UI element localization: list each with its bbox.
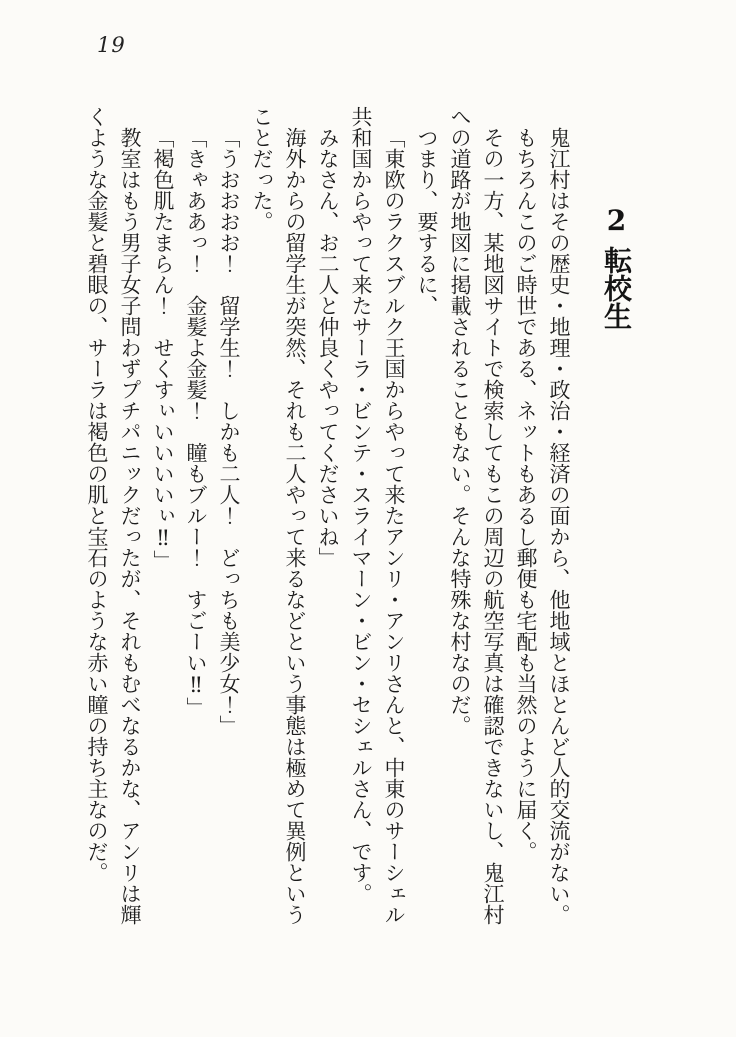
paragraph-10: 「褐色肌たまらん！ せくすぃいいいいぃ‼」 bbox=[151, 127, 175, 571]
paragraph-11: 教室はもう男子女子問わずプチパニックだったが、それもむべなるかな、アンリは輝くような金髪と碧眼の、サーラは褐色の肌と宝石のような赤い瞳の持ち主なのだ。 bbox=[85, 106, 142, 925]
chapter-number: 2 bbox=[600, 204, 633, 237]
chapter-title-text: 転校生 bbox=[600, 246, 633, 330]
paragraph-9: 「きゃああっ！ 金髪よ金髪！ 瞳もブルー！ すごーい‼」 bbox=[184, 127, 208, 718]
paragraph-7: 海外からの留学生が突然、それも二人やって来るなどという事態は極めて異例ということだった。 bbox=[250, 106, 307, 925]
paragraph-1: 鬼江村はその歴史・地理・政治・経済の面から、他地域とほとんど人的交流がない。 bbox=[547, 127, 571, 925]
paragraph-2: もちろんこのご時世である、ネットもあるし郵便も宅配も当然のように届く。 bbox=[514, 127, 538, 862]
paragraph-5: 「東欧のラクスブルク王国からやって来たアンリ・アンリさんと、中東のサーシェル共和国からやって来たサーラ・ビンテ・スライマーン・ビン・セシェルさん、です。 bbox=[349, 106, 406, 925]
chapter-heading bbox=[591, 106, 641, 925]
paragraph-3: その一方、某地図サイトで検索してもこの周辺の航空写真は確認できないし、鬼江村への道路が地図に掲載されることもない。そんな特殊な村なのだ。 bbox=[448, 106, 505, 925]
page-text-area bbox=[80, 106, 641, 925]
paragraph-4: つまり、要するに、 bbox=[415, 127, 439, 316]
paragraph-8: 「うおおおお！ 留学生！ しかも二人！ どっちも美少女！」 bbox=[217, 127, 241, 736]
page-number: 19 bbox=[97, 33, 126, 57]
paragraph-6: みなさん、お二人と仲良くやってくださいね」 bbox=[316, 127, 340, 568]
